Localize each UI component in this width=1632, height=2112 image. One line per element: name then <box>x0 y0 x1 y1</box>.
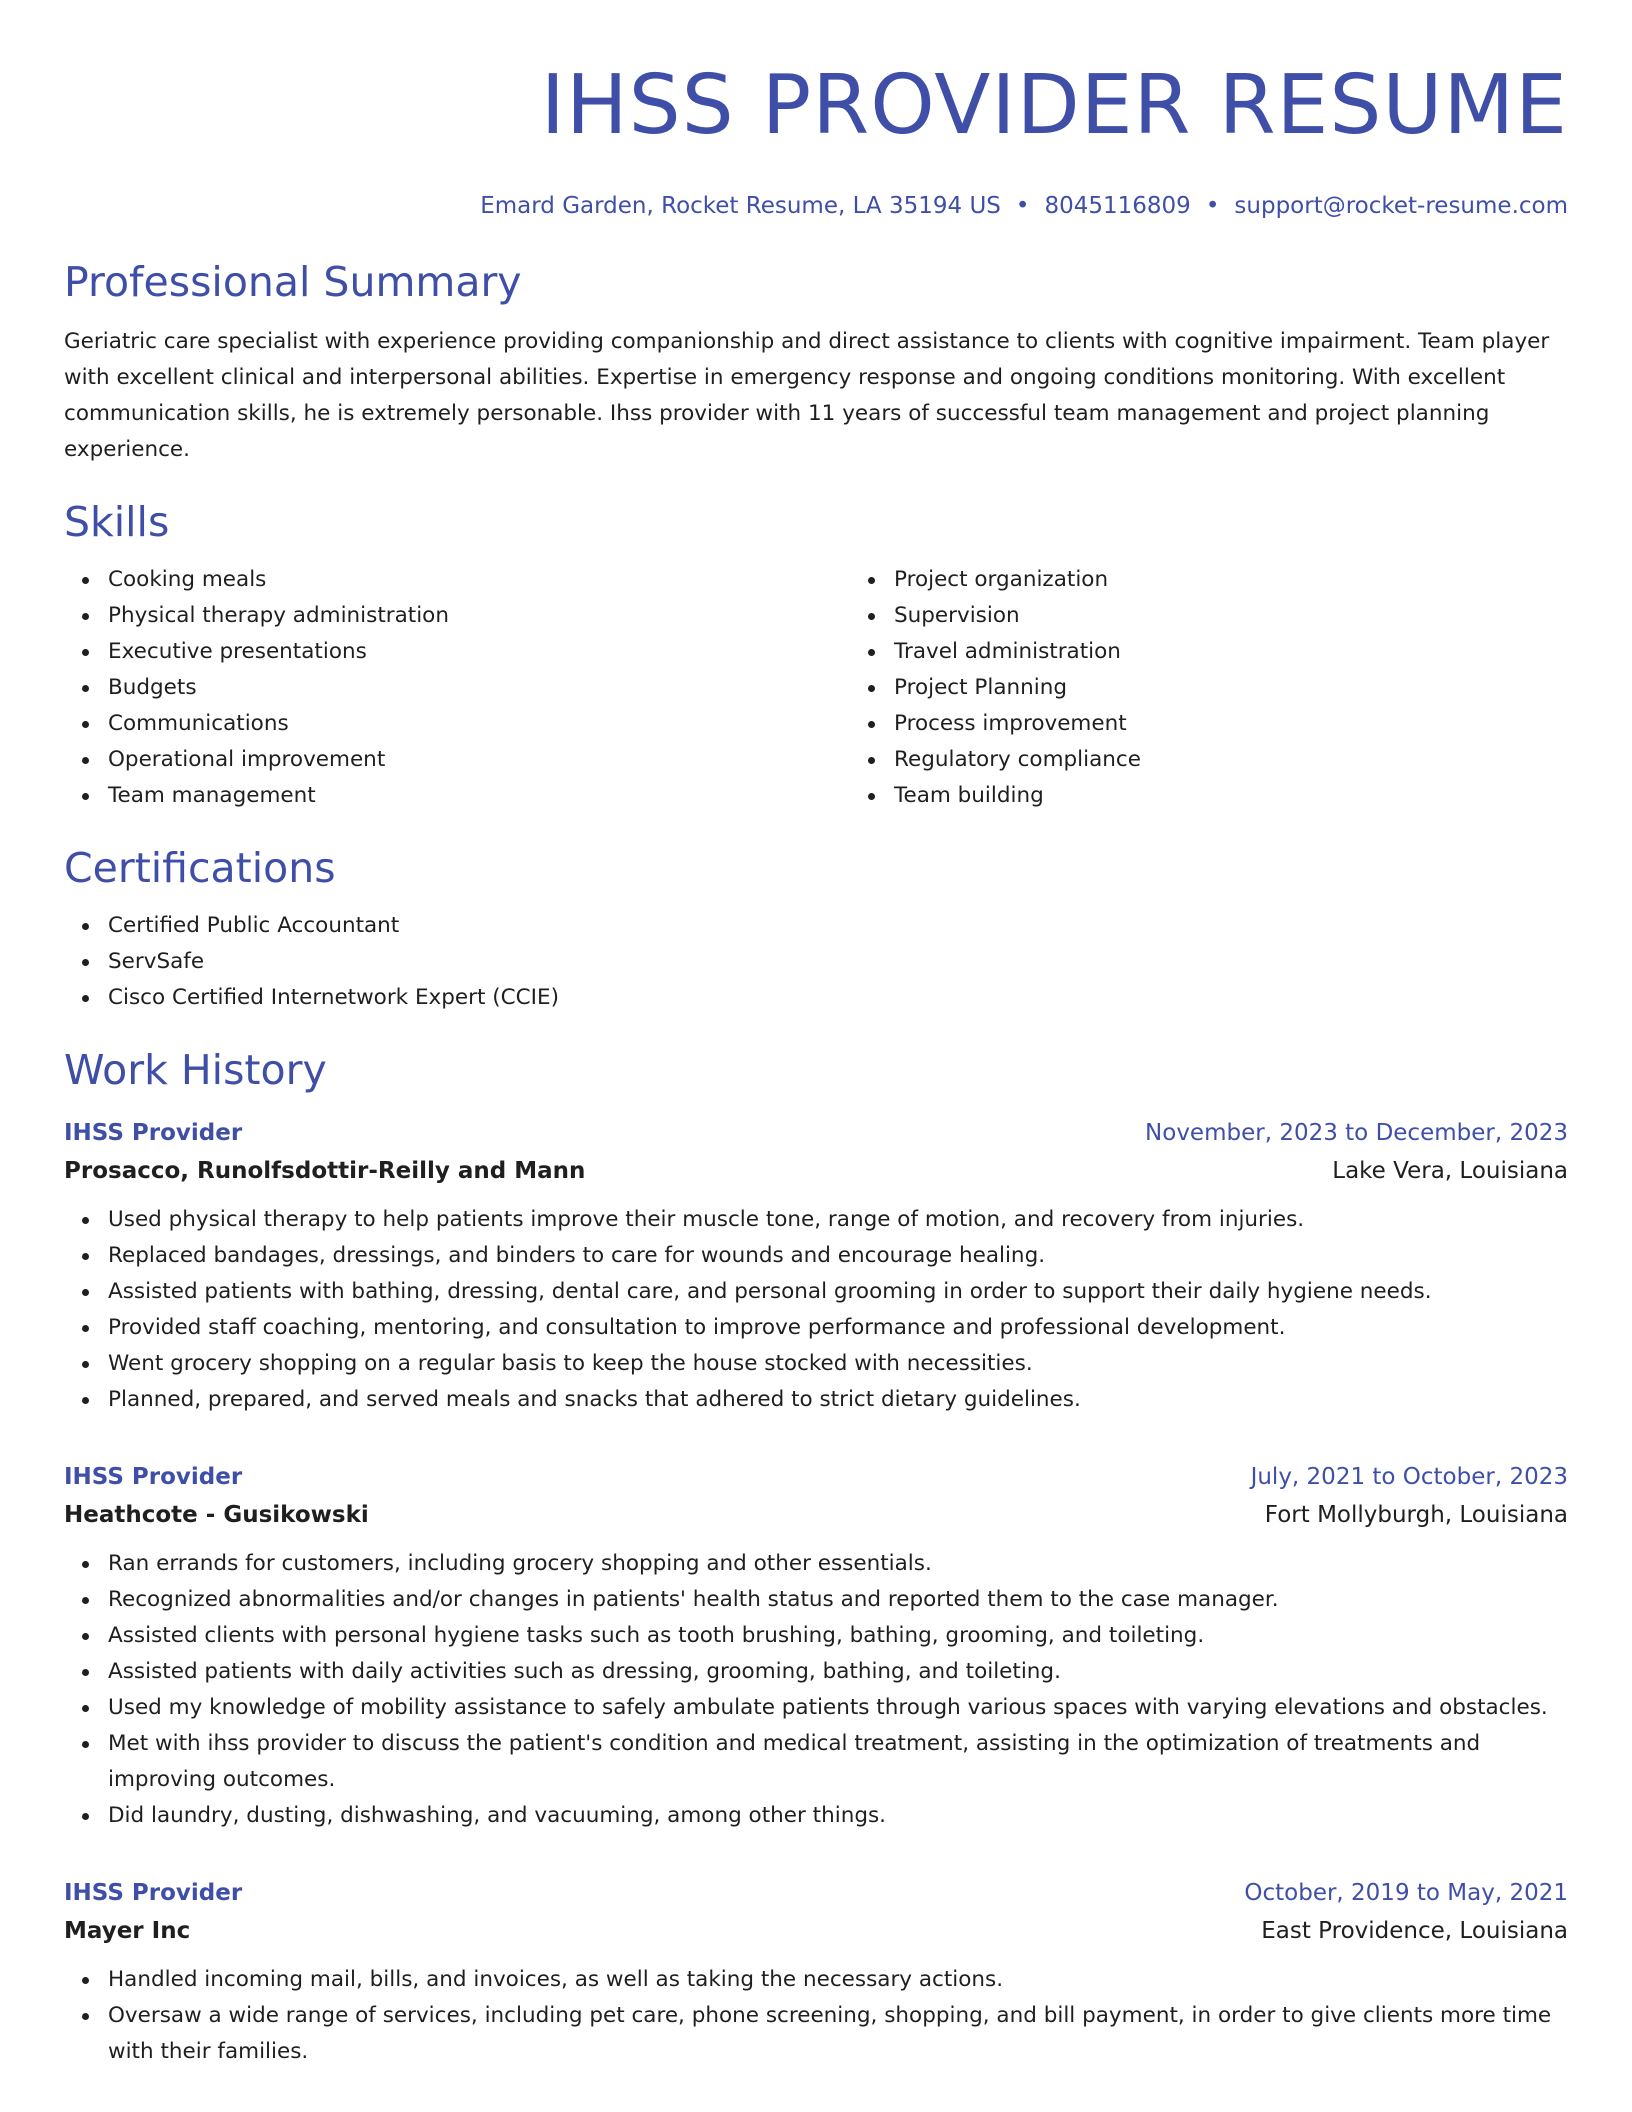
job-location: Lake Vera, Louisiana <box>1332 1158 1568 1184</box>
jobs-container <box>64 1114 1568 2070</box>
company-name: Prosacco, Runolfsdottir-Reilly and Mann <box>64 1158 586 1184</box>
job-duty-item: Met with ihss provider to discuss the patient's condition and medical treatment, assisting in the optimization of treatments and improving outcomes. <box>108 1726 1568 1798</box>
job-location: East Providence, Louisiana <box>1261 1918 1568 1944</box>
job-duty-item: Provided staff coaching, mentoring, and consultation to improve performance and professional development. <box>108 1310 1568 1346</box>
job-header-row <box>64 1458 1568 1496</box>
job-duty-item: Assisted clients with personal hygiene tasks such as tooth brushing, bathing, grooming, and toileting. <box>108 1618 1568 1654</box>
skills-grid <box>64 548 1568 814</box>
skill-item: Communications <box>108 706 850 742</box>
skill-item: Regulatory compliance <box>894 742 1632 778</box>
job-company-row <box>64 1496 1568 1534</box>
skills-section <box>64 496 1568 814</box>
contact-address: Emard Garden, Rocket Resume, LA 35194 US <box>480 193 1001 219</box>
certification-item: ServSafe <box>108 944 1568 980</box>
job-duty-item: Oversaw a wide range of services, including pet care, phone screening, shopping, and bill payment, in order to give clients more time with their families. <box>108 1998 1568 2070</box>
job-duty-item: Assisted patients with daily activities such as dressing, grooming, bathing, and toileting. <box>108 1654 1568 1690</box>
skill-item: Team management <box>108 778 850 814</box>
contact-line <box>64 190 1568 222</box>
job-company-row <box>64 1912 1568 1950</box>
summary-text: Geriatric care specialist with experience providing companionship and direct assistance to clients with cognitive impairment. Team player with excellent clinical and interpersonal abilities. Expertise in emergency response and ongoing conditions monitoring. With excellent communication skills, he is extremely personable. Ihss provider with 11 years of successful team management and project planning experience. <box>64 329 1550 462</box>
job-title: IHSS Provider <box>64 1464 243 1490</box>
skill-item: Physical therapy administration <box>108 598 850 634</box>
job-duty-item: Replaced bandages, dressings, and binders to care for wounds and encourage healing. <box>108 1238 1568 1274</box>
job-title: IHSS Provider <box>64 1880 243 1906</box>
contact-phone[interactable]: 8045116809 <box>1044 193 1191 219</box>
summary-section <box>64 256 1568 468</box>
skill-item: Supervision <box>894 598 1632 634</box>
page-title: IHSS PROVIDER RESUME <box>540 58 1568 153</box>
skill-item: Operational improvement <box>108 742 850 778</box>
job-duty-item: Planned, prepared, and served meals and snacks that adhered to strict dietary guidelines. <box>108 1382 1568 1418</box>
skill-item: Executive presentations <box>108 634 850 670</box>
job-header-row <box>64 1874 1568 1912</box>
job-dates: July, 2021 to October, 2023 <box>1250 1464 1568 1490</box>
job-title: IHSS Provider <box>64 1120 243 1146</box>
skill-item: Team building <box>894 778 1632 814</box>
job-header-row <box>64 1114 1568 1152</box>
job-duty-item: Went grocery shopping on a regular basis to keep the house stocked with necessities. <box>108 1346 1568 1382</box>
summary-heading: Professional Summary <box>64 258 522 306</box>
job-entry <box>64 1114 1568 1418</box>
job-dates: November, 2023 to December, 2023 <box>1145 1120 1568 1146</box>
skill-item: Process improvement <box>894 706 1632 742</box>
job-location: Fort Mollyburgh, Louisiana <box>1264 1502 1568 1528</box>
job-duty-item: Used physical therapy to help patients improve their muscle tone, range of motion, and recovery from injuries. <box>108 1202 1568 1238</box>
job-duty-item: Recognized abnormalities and/or changes in patients' health status and reported them to the case manager. <box>108 1582 1568 1618</box>
job-duties-list <box>64 1546 1568 1834</box>
contact-email[interactable]: support@rocket-resume.com <box>1234 193 1568 219</box>
skills-list-left <box>64 562 850 814</box>
certifications-list <box>64 908 1568 1016</box>
job-duty-item: Used my knowledge of mobility assistance to safely ambulate patients through various spaces with varying elevations and obstacles. <box>108 1690 1568 1726</box>
skill-item: Travel administration <box>894 634 1632 670</box>
job-duty-item: Did laundry, dusting, dishwashing, and vacuuming, among other things. <box>108 1798 1568 1834</box>
work-history-section <box>64 1044 1568 2070</box>
job-duties-list <box>64 1962 1568 2070</box>
job-duty-item: Ran errands for customers, including grocery shopping and other essentials. <box>108 1546 1568 1582</box>
job-entry <box>64 1458 1568 1834</box>
job-dates: October, 2019 to May, 2021 <box>1244 1880 1568 1906</box>
certification-item: Certified Public Accountant <box>108 908 1568 944</box>
certifications-heading: Certifications <box>64 844 336 892</box>
skills-heading: Skills <box>64 498 170 546</box>
resume-header <box>64 58 1568 222</box>
contact-separator: • <box>1205 193 1220 219</box>
certifications-section <box>64 842 1568 1016</box>
work-history-heading: Work History <box>64 1046 327 1094</box>
skill-item: Budgets <box>108 670 850 706</box>
skills-list-right <box>850 562 1632 814</box>
job-entry <box>64 1874 1568 2070</box>
job-duty-item: Assisted patients with bathing, dressing, dental care, and personal grooming in order to support their daily hygiene needs. <box>108 1274 1568 1310</box>
certification-item: Cisco Certified Internetwork Expert (CCIE) <box>108 980 1568 1016</box>
contact-separator: • <box>1015 193 1030 219</box>
job-company-row <box>64 1152 1568 1190</box>
skill-item: Project Planning <box>894 670 1632 706</box>
skill-item: Cooking meals <box>108 562 850 598</box>
company-name: Heathcote - Gusikowski <box>64 1502 369 1528</box>
company-name: Mayer Inc <box>64 1918 191 1944</box>
job-duties-list <box>64 1202 1568 1418</box>
skill-item: Project organization <box>894 562 1632 598</box>
job-duty-item: Handled incoming mail, bills, and invoices, as well as taking the necessary actions. <box>108 1962 1568 1998</box>
